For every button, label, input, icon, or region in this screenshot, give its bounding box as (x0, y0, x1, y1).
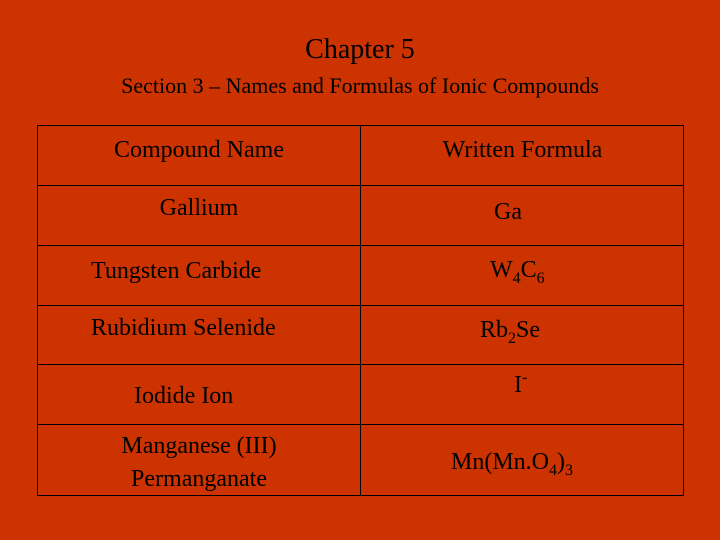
formula-part: Ga (494, 199, 522, 225)
column-divider (360, 126, 361, 495)
formula-part: - (522, 369, 528, 386)
slide-title: Chapter 5 (305, 34, 415, 65)
formula-part: 6 (536, 270, 545, 287)
compound-name: Manganese (III) (121, 433, 277, 459)
compound-formula (480, 316, 541, 347)
compound-formula (490, 256, 545, 287)
header-written-formula: Written Formula (442, 137, 603, 163)
compound-name-line2: Permanganate (131, 466, 267, 492)
row-divider (38, 305, 683, 306)
compound-name: Rubidium Selenide (91, 315, 276, 341)
formula-part: Mn(Mn.O (451, 449, 550, 475)
row-divider (38, 424, 683, 425)
compound-formula (494, 198, 522, 226)
compound-formula (451, 448, 574, 479)
row-divider (38, 185, 683, 186)
formula-part: I (514, 372, 522, 398)
formula-part: C (520, 257, 537, 283)
formula-part: Se (516, 317, 541, 343)
compounds-table (37, 125, 684, 496)
compound-formula (514, 371, 527, 399)
formula-part: Rb (480, 317, 509, 343)
row-divider (38, 364, 683, 365)
formula-part: 4 (549, 462, 558, 479)
formula-part: 2 (508, 330, 517, 347)
compound-name: Iodide Ion (134, 383, 234, 409)
formula-part: 3 (565, 462, 574, 479)
compound-name: Gallium (159, 195, 239, 221)
compound-name: Tungsten Carbide (91, 258, 262, 284)
header-compound-name: Compound Name (114, 137, 284, 163)
formula-part: W (490, 257, 513, 283)
formula-part: ) (557, 449, 566, 475)
formula-part: 4 (512, 270, 521, 287)
slide-subtitle: Section 3 – Names and Formulas of Ionic Compounds (121, 73, 599, 98)
row-divider (38, 245, 683, 246)
